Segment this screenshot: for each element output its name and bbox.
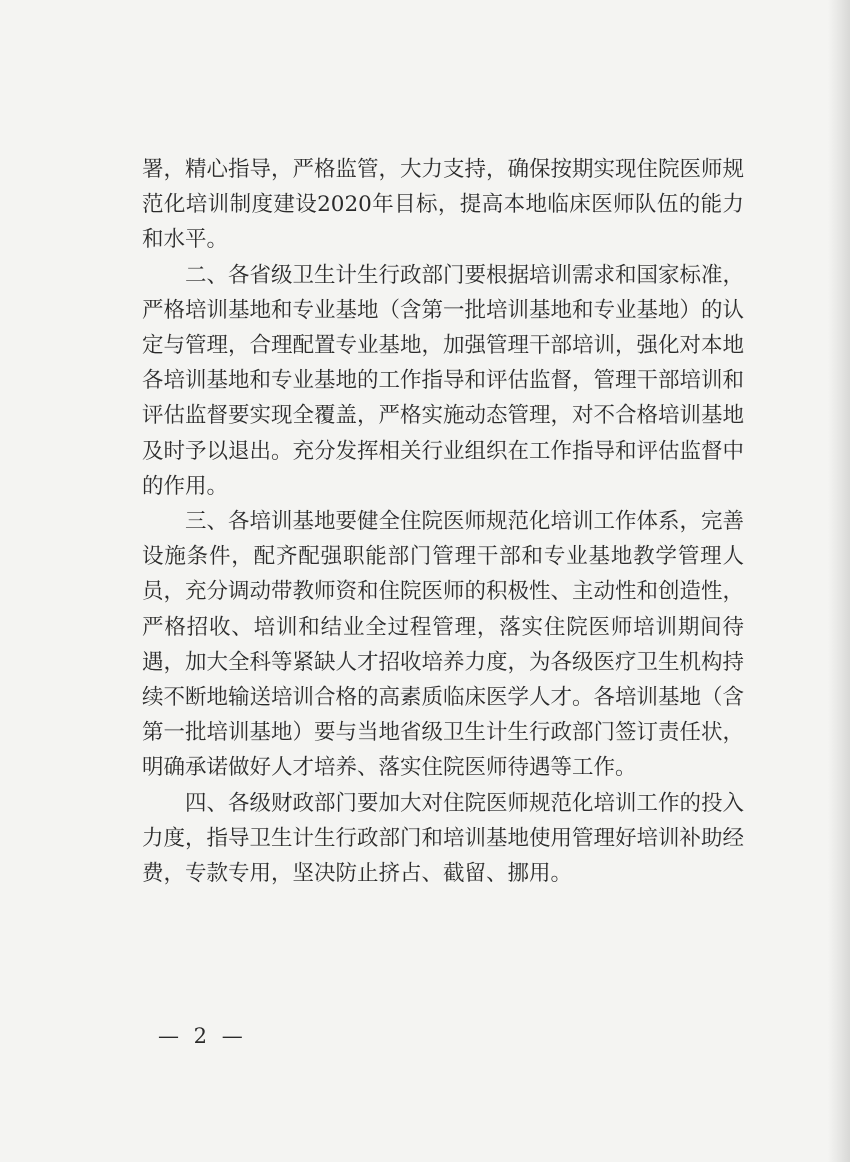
paragraph-section-4: 四、各级财政部门要加大对住院医师规范化培训工作的投入力度，指导卫生计生行政部门和培训基地使用管理好培训补助经费，专款专用，坚决防止挤占、截留、挪用。 [142,790,745,887]
paragraph-continuation: 署，精心指导，严格监管，大力支持，确保按期实现住院医师规范化培训制度建设2020年目标，提高本地临床医师队伍的能力和水平。 [142,157,745,253]
scan-edge-shadow [828,0,850,1162]
document-body [142,152,744,891]
paragraph-section-3: 三、各培训基地要健全住院医师规范化培训工作体系，完善设施条件，配齐配强职能部门管理干部和专业基地教学管理人员，充分调动带教师资和住院医师的积极性、主动性和创造性，严格招收、培训和结业全过程管理，落实住院医师培训期间待遇，加大全科等紧缺人才招收培养力度，为各级医疗卫生机构持续不断地输送培训合格的高素质临床医学人才。各培训基地（含第一批培训基地）要与当地省级卫生计生行政部门签订责任状，明确承诺做好人才培养、落实住院医师待遇等工作。 [142,509,745,781]
page-number: — 2 — [158,1024,247,1048]
paragraph-section-2: 二、各省级卫生计生行政部门要根据培训需求和国家标准，严格培训基地和专业基地（含第一批培训基地和专业基地）的认定与管理，合理配置专业基地，加强管理干部培训，强化对本地各培训基地和专业基地的工作指导和评估监督，管理干部培训和评估监督要实现全覆盖，严格实施动态管理，对不合格培训基地及时予以退出。充分发挥相关行业组织在工作指导和评估监督中的作用。 [142,262,745,499]
